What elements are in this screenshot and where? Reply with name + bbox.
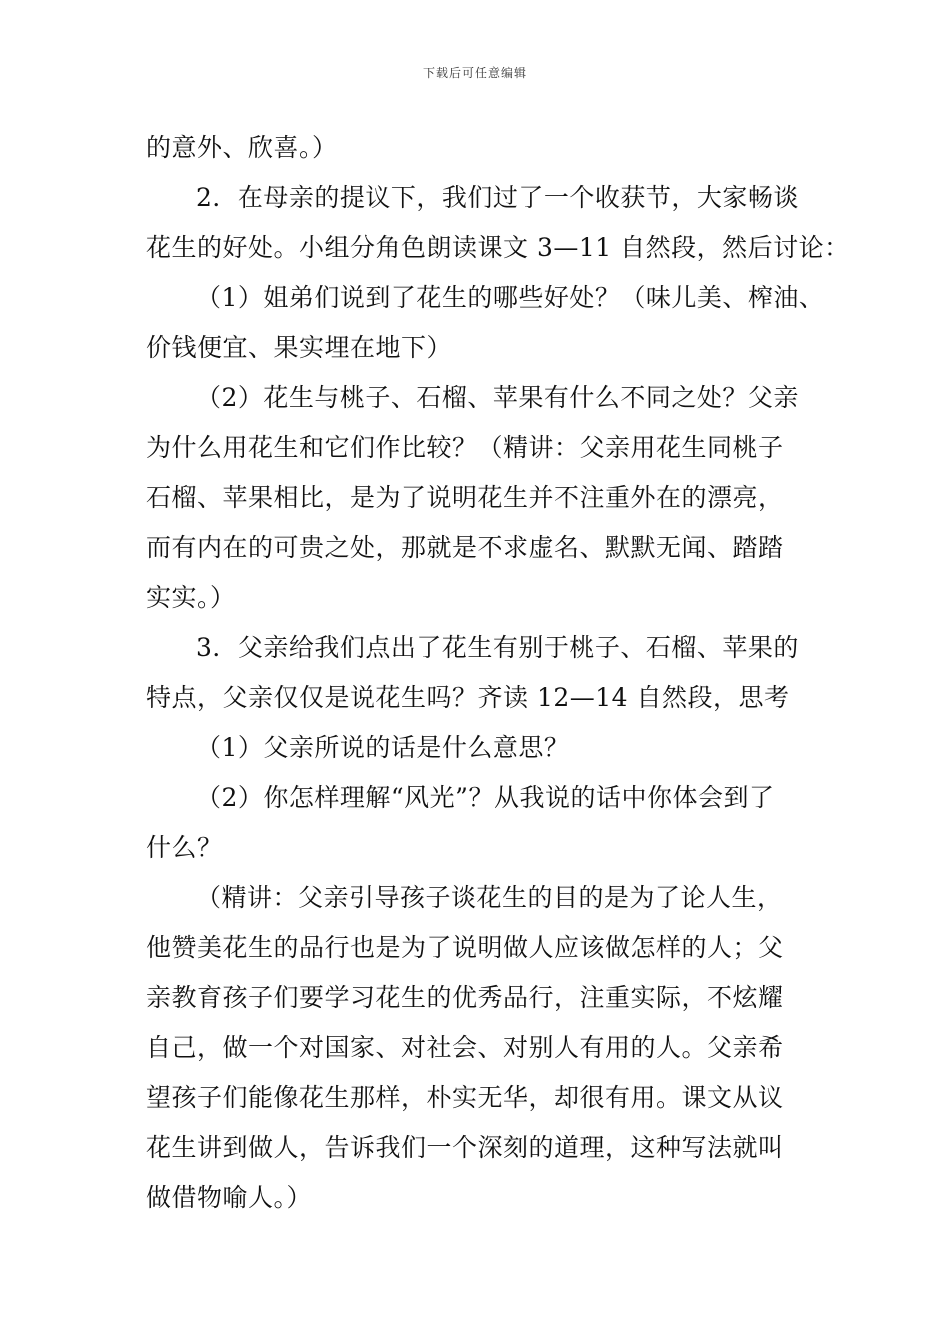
- text-line: 价钱便宜、果实埋在地下）: [146, 333, 453, 362]
- text-line: 的意外、欣喜。）: [146, 133, 338, 162]
- text-line: 而有内在的可贵之处，那就是不求虚名、默默无闻、踏踏: [146, 533, 784, 562]
- page-header: 下载后可任意编辑: [422, 66, 527, 80]
- text-line: 他赞美花生的品行也是为了说明做人应该做怎样的人；父: [146, 933, 784, 962]
- text-line: 3．父亲给我们点出了花生有别于桃子、石榴、苹果的: [196, 633, 799, 662]
- text-line: 花生的好处。小组分角色朗读课文 3—11 自然段，然后讨论：: [146, 233, 850, 262]
- text-line: 特点，父亲仅仅是说花生吗？齐读 12—14 自然段，思考: [146, 683, 790, 712]
- text-line: （1）父亲所说的话是什么意思？: [196, 733, 570, 762]
- text-line: 为什么用花生和它们作比较？（精讲：父亲用花生同桃子: [146, 433, 784, 462]
- text-line: 什么？: [146, 833, 223, 862]
- text-line: 2．在母亲的提议下，我们过了一个收获节，大家畅谈: [196, 183, 799, 212]
- text-line: （1）姐弟们说到了花生的哪些好处？（味儿美、榨油、: [196, 283, 825, 312]
- text-line: 做借物喻人。）: [146, 1183, 313, 1212]
- text-line: 石榴、苹果相比，是为了说明花生并不注重外在的漂亮，: [146, 483, 784, 512]
- text-line: （精讲：父亲引导孩子谈花生的目的是为了论人生，: [196, 883, 783, 912]
- text-line: （2）花生与桃子、石榴、苹果有什么不同之处？父亲: [196, 383, 799, 412]
- text-line: 亲教育孩子们要学习花生的优秀品行，注重实际，不炫耀: [146, 983, 784, 1012]
- text-line: 自己，做一个对国家、对社会、对别人有用的人。父亲希: [146, 1033, 784, 1062]
- text-line: 花生讲到做人，告诉我们一个深刻的道理，这种写法就叫: [146, 1133, 784, 1162]
- text-line: 望孩子们能像花生那样，朴实无华，却很有用。课文从议: [146, 1083, 784, 1112]
- text-line: （2）你怎样理解“风光”？从我说的话中你体会到了: [196, 783, 775, 812]
- text-line: 实实。）: [146, 583, 236, 612]
